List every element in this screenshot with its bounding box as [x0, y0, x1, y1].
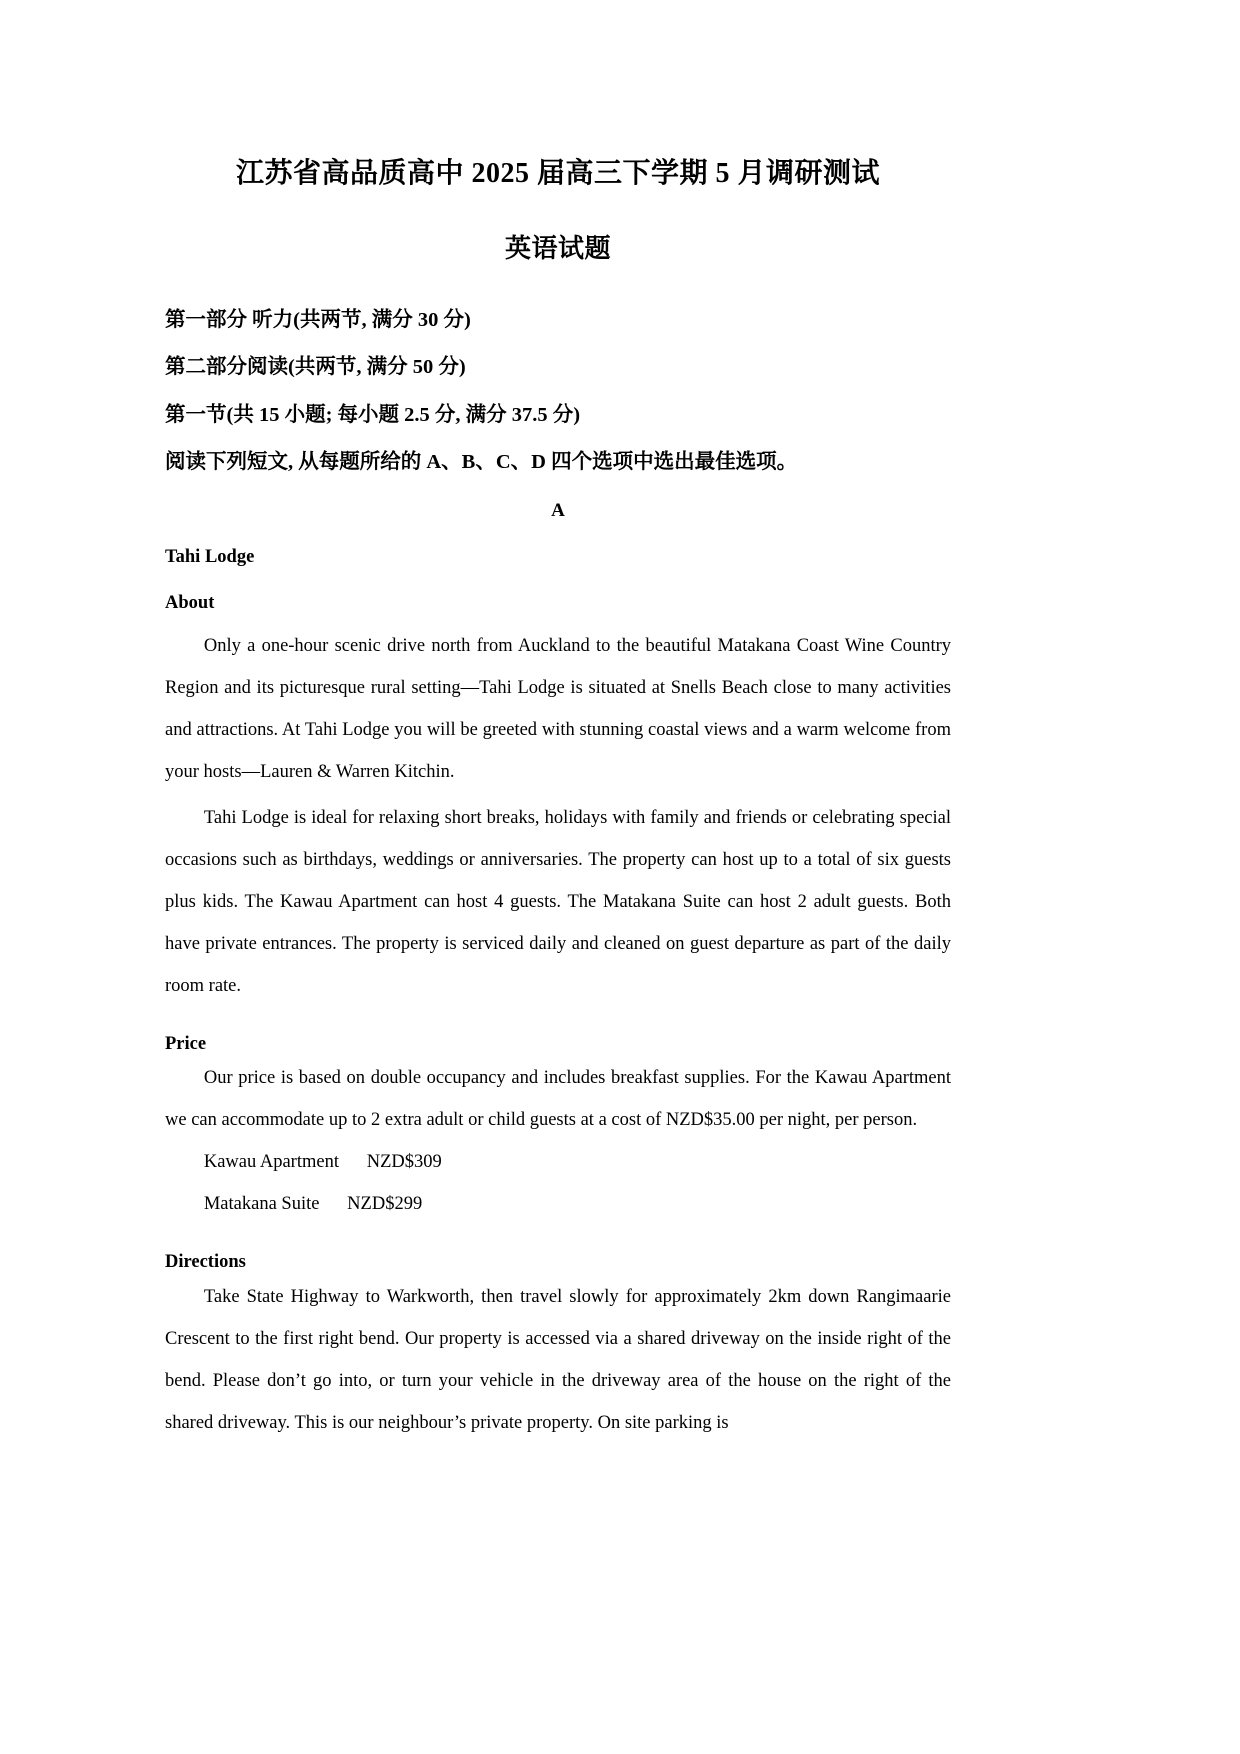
- price-row-kawau: Kawau Apartment NZD$309: [203, 1152, 442, 1173]
- heading-directions: Directions: [165, 1252, 246, 1273]
- section-letter: A: [551, 499, 565, 521]
- instruction-line-2: 第二部分阅读(共两节, 满分 50 分): [165, 356, 466, 379]
- instruction-line-3: 第一节(共 15 小题; 每小题 2.5 分, 满分 37.5 分): [165, 403, 581, 426]
- instruction-line-1: 第一部分 听力(共两节, 满分 30 分): [165, 308, 471, 331]
- price-row-matakana: Matakana Suite NZD$299: [203, 1194, 423, 1215]
- page-subtitle: 英语试题: [504, 233, 611, 263]
- paragraph-about-2: Tahi Lodge is ideal for relaxing short breaks, holidays with family and friends or celebrating special occasions such as birthdays, weddings or anniversaries. The property can host up to a total of six guests plus kids. The Kawau Apartment can host 4 guests. The Matakana Suite can host 2 adult guests. Both have private entrances. The property is serviced daily and cleaned on guest departure as part of the daily room rate.: [165, 807, 951, 996]
- instruction-line-4: 阅读下列短文, 从每题所给的 A、B、C、D 四个选项中选出最佳选项。: [165, 451, 798, 474]
- paragraph-price-1: Our price is based on double occupancy and includes breakfast supplies. For the Kawau Apartment we can accommodate up to 2 extra adult or child guests at a cost of NZD$35.00 per night, per person.: [165, 1068, 951, 1131]
- passage-title: Tahi Lodge: [165, 546, 255, 567]
- page-title: 江苏省高品质高中 2025 届高三下学期 5 月调研测试: [235, 158, 880, 189]
- paragraph-about-1: Only a one-hour scenic drive north from Auckland to the beautiful Matakana Coast Wine Country Region and its picturesque rural setting—Tahi Lodge is situated at Snells Beach close to many activities and attractions. At Tahi Lodge you will be greeted with stunning coastal views and a warm welcome from your hosts—Lauren & Warren Kitchin.: [165, 635, 951, 782]
- paragraph-directions-1: Take State Highway to Warkworth, then travel slowly for approximately 2km down Rangimaarie Crescent to the first right bend. Our property is accessed via a shared driveway on the inside right of the bend. Please don’t go into, or turn your vehicle in the driveway area of the house on the right of the shared driveway. This is our neighbour’s private property. On site parking is: [165, 1286, 951, 1433]
- page-content: [165, 0, 951, 1444]
- heading-about: About: [165, 593, 215, 614]
- heading-price: Price: [165, 1033, 207, 1054]
